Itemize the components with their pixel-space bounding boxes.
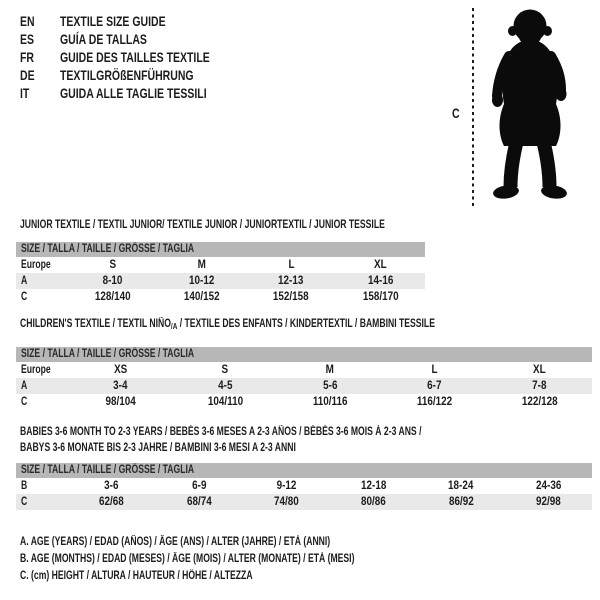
size-cell: 8-10 bbox=[102, 275, 123, 287]
height-measure-label: C bbox=[452, 105, 460, 121]
size-cell: 92/98 bbox=[535, 496, 561, 508]
row-label: C bbox=[21, 291, 28, 303]
language-code: DE bbox=[20, 67, 35, 83]
size-cell: 74/80 bbox=[273, 496, 299, 508]
row-label: C bbox=[21, 396, 28, 408]
row-label: A bbox=[21, 380, 28, 392]
table-row bbox=[16, 273, 425, 289]
size-cell: 3-4 bbox=[113, 380, 128, 392]
size-cell: 9-12 bbox=[276, 480, 297, 492]
row-label: A bbox=[21, 275, 28, 287]
table-row bbox=[16, 362, 592, 378]
table-row bbox=[16, 289, 425, 305]
language-row bbox=[20, 66, 260, 84]
size-cell: 122/128 bbox=[521, 396, 558, 408]
size-cell: 140/152 bbox=[183, 291, 220, 303]
size-cell: 98/104 bbox=[105, 396, 136, 408]
size-cell: 110/116 bbox=[312, 396, 348, 408]
row-label: B bbox=[21, 480, 28, 492]
size-cell: 5-6 bbox=[322, 380, 338, 392]
size-cell: M bbox=[197, 259, 207, 271]
table-row bbox=[16, 394, 592, 410]
babies-size-table bbox=[16, 463, 592, 510]
language-title-list bbox=[20, 12, 260, 102]
size-cell: XL bbox=[374, 259, 387, 271]
size-cell: 86/92 bbox=[448, 496, 474, 508]
table-row bbox=[16, 378, 592, 394]
size-cell: L bbox=[431, 364, 438, 376]
size-header-label: SIZE / TALLA / TAILLE / GRÖSSE / TAGLIA bbox=[21, 243, 195, 255]
size-header-label: SIZE / TALLA / TAILLE / GRÖSSE / TAGLIA bbox=[21, 464, 195, 476]
size-cell: 116/122 bbox=[417, 396, 453, 408]
size-cell: L bbox=[288, 259, 295, 271]
size-cell: XL bbox=[533, 364, 546, 376]
language-title: TEXTILGRÖßENFÜHRUNG bbox=[60, 67, 194, 83]
language-title: TEXTILE SIZE GUIDE bbox=[60, 13, 166, 29]
language-row bbox=[20, 84, 260, 102]
language-code: EN bbox=[20, 13, 35, 29]
junior-table-title: JUNIOR TEXTILE / TEXTIL JUNIOR/ TEXTILE JUNIOR / JUNIORTEXTIL / JUNIOR TESSILE bbox=[20, 219, 385, 231]
footnote-line: B. AGE (MONTHS) / EDAD (MESES) / ÂGE (MOIS) / ALTER (MONATE) / ETÀ (MESI) bbox=[20, 553, 355, 565]
size-cell: 7-8 bbox=[532, 380, 547, 392]
size-cell: 152/158 bbox=[273, 291, 309, 303]
size-cell: XS bbox=[113, 364, 127, 376]
size-cell: 128/140 bbox=[94, 291, 131, 303]
size-cell: 80/86 bbox=[361, 496, 387, 508]
size-cell: 68/74 bbox=[186, 496, 212, 508]
row-label: Europe bbox=[21, 364, 51, 376]
size-cell: 12-13 bbox=[278, 275, 304, 287]
size-cell: 3-6 bbox=[104, 480, 119, 492]
height-measure-line bbox=[472, 8, 474, 206]
size-cell: 24-36 bbox=[535, 480, 561, 492]
row-label: Europe bbox=[21, 259, 51, 271]
footnote-line: A. AGE (YEARS) / EDAD (AÑOS) / ÂGE (ANS) / ALTER (JAHRE) / ETÀ (ANNI) bbox=[20, 536, 331, 548]
size-cell: 4-5 bbox=[218, 380, 233, 392]
size-cell: 104/110 bbox=[207, 396, 243, 408]
size-cell: 6-7 bbox=[427, 380, 442, 392]
size-header-label: SIZE / TALLA / TAILLE / GRÖSSE / TAGLIA bbox=[21, 348, 195, 360]
size-header-bar bbox=[16, 463, 592, 478]
language-code: FR bbox=[20, 49, 35, 65]
language-row bbox=[20, 48, 260, 66]
row-label: C bbox=[21, 496, 28, 508]
language-title: GUÍA DE TALLAS bbox=[60, 31, 147, 47]
size-cell: 10-12 bbox=[189, 275, 215, 287]
size-cell: 62/68 bbox=[99, 496, 125, 508]
nino-a-subscript: /A bbox=[170, 321, 178, 331]
size-cell: 158/170 bbox=[362, 291, 399, 303]
size-cell: 18-24 bbox=[448, 480, 474, 492]
children-size-table bbox=[16, 347, 592, 410]
toddler-silhouette-icon bbox=[484, 6, 574, 206]
junior-size-table bbox=[16, 242, 425, 305]
size-header-bar bbox=[16, 242, 425, 257]
size-cell: 12-18 bbox=[360, 480, 387, 492]
footnote-line: C. (cm) HEIGHT / ALTURA / HAUTEUR / HÖHE / ALTEZZA bbox=[20, 570, 253, 582]
footnotes bbox=[20, 534, 466, 585]
language-title: GUIDE DES TAILLES TEXTILE bbox=[60, 49, 210, 65]
language-row bbox=[20, 30, 260, 48]
size-cell: 6-9 bbox=[191, 480, 207, 492]
children-table-title: CHILDREN'S TEXTILE / TEXTIL NIÑO/A / TEXTILE DES ENFANTS / KINDERTEXTIL / BAMBINI TESSILE bbox=[20, 318, 435, 331]
size-cell: M bbox=[325, 364, 335, 376]
language-row bbox=[20, 12, 260, 30]
size-cell: S bbox=[221, 364, 229, 376]
babies-table-title: BABIES 3-6 MONTH TO 2-3 YEARS / BEBÉS 3-6 MESES A 2-3 AÑOS / BÉBÉS 3-6 MOIS À 2-3 ANS / BABYS 3-6 MONATE BIS 2-3 JAHRE / BAMBINI 3-6 MESI A 2-3 ANNI bbox=[20, 426, 422, 454]
size-header-bar bbox=[16, 347, 592, 362]
language-code: ES bbox=[20, 31, 35, 47]
table-row bbox=[16, 494, 592, 510]
table-row bbox=[16, 478, 592, 494]
language-title: GUIDA ALLE TAGLIE TESSILI bbox=[60, 85, 207, 101]
table-row bbox=[16, 257, 425, 273]
size-cell: 14-16 bbox=[367, 275, 394, 287]
size-cell: S bbox=[109, 259, 116, 271]
language-code: IT bbox=[20, 85, 30, 101]
